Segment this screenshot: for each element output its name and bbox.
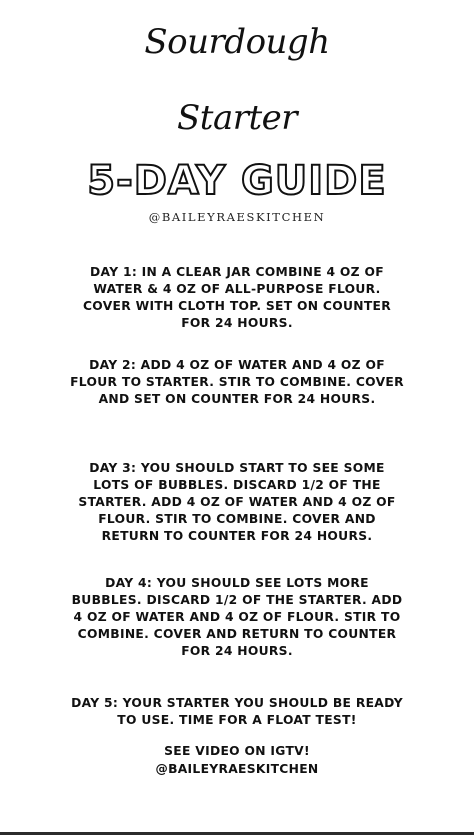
step-day-3: DAY 3: YOU SHOULD START TO SEE SOME LOTS OF BUBBLES. DISCARD 1/2 OF THE STARTER. ADD 4 OZ OF WATER AND 4 OZ OF FLOUR. STIR TO COMBINE. COVER AND RETURN TO COUNTER FOR 24 HOURS. bbox=[78, 461, 396, 543]
footer-handle: @BAILEYRAESKITCHEN bbox=[155, 762, 319, 776]
step-day-1: DAY 1: IN A CLEAR JAR COMBINE 4 OZ OF WATER & 4 OZ OF ALL-PURPOSE FLOUR. COVER WITH CLOTH TOP. SET ON COUNTER FOR 24 HOURS. bbox=[82, 265, 392, 330]
title-script-line-2: Starter bbox=[176, 98, 297, 138]
step-day-4: DAY 4: YOU SHOULD SEE LOTS MORE BUBBLES. DISCARD 1/2 OF THE STARTER. ADD 4 OZ OF WATER AND 4 OZ OF FLOUR. STIR TO COMBINE. COVER AND RETURN TO COUNTER FOR 24 HOURS. bbox=[71, 576, 403, 658]
header-handle: @BAILEYRAESKITCHEN bbox=[148, 210, 326, 224]
title-script-line-1: Sourdough bbox=[144, 22, 330, 62]
video-note: SEE VIDEO ON IGTV! bbox=[164, 744, 310, 758]
guide-title: 5-DAY GUIDE bbox=[87, 158, 387, 204]
step-day-2: DAY 2: ADD 4 OZ OF WATER AND 4 OZ OF FLOUR TO STARTER. STIR TO COMBINE. COVER AND SET ON COUNTER FOR 24 HOURS. bbox=[70, 358, 404, 406]
step-day-5: DAY 5: YOUR STARTER YOU SHOULD BE READY TO USE. TIME FOR A FLOAT TEST! bbox=[71, 696, 403, 727]
